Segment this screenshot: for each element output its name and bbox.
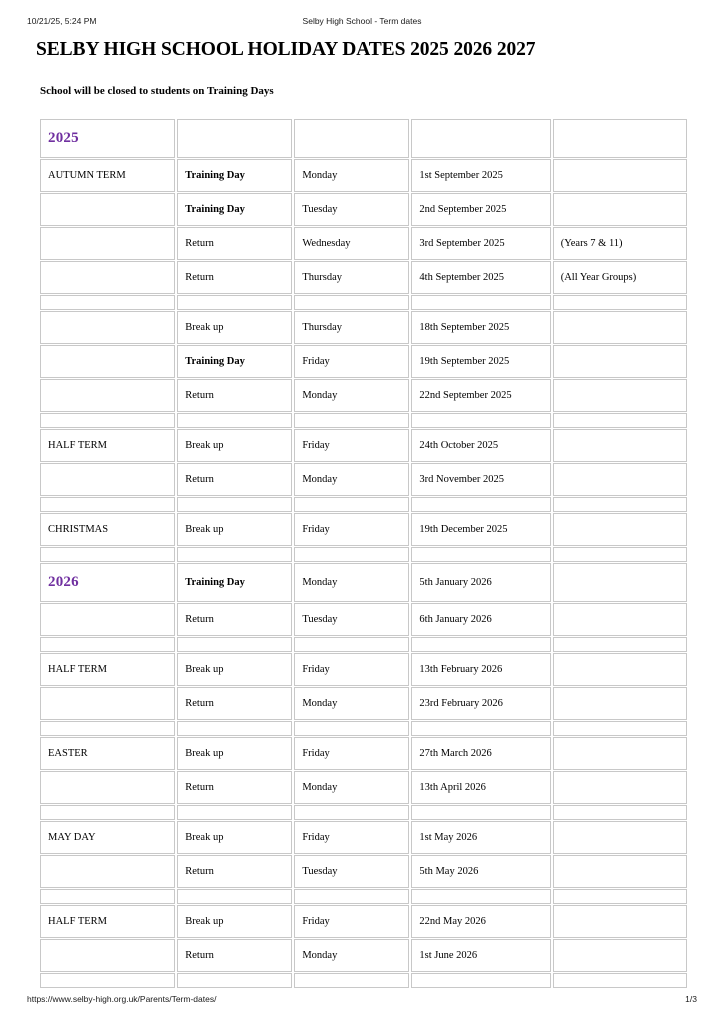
table-row [40,119,687,158]
table-row [40,603,687,636]
table-cell-notes [553,345,687,378]
cell-text: 3rd September 2025 [419,238,505,249]
table-cell-date [411,295,550,310]
table-cell-notes [553,603,687,636]
table-cell-date [411,653,550,686]
cell-text: Return [185,390,214,401]
table-cell-date [411,687,550,720]
cell-text: Break up [185,916,224,927]
table-cell-notes [553,821,687,854]
cell-text: Monday [302,170,338,181]
table-cell-date [411,889,550,904]
year-heading-label: 2026 [48,573,79,590]
cell-text: Friday [302,356,330,367]
table-cell-term [40,855,175,888]
table-row [40,429,687,462]
table-cell-term [40,311,175,344]
cell-text: 5th January 2026 [419,577,492,588]
cell-text: Training Day [185,170,245,181]
table-cell-notes [553,413,687,428]
table-cell-term [40,295,175,310]
cell-text: 24th October 2025 [419,440,499,451]
table-cell-weekday [294,463,409,496]
table-cell-notes [553,119,687,158]
table-cell-term [40,159,175,192]
table-cell-event [177,771,292,804]
cell-text: Break up [185,664,224,675]
table-spacer-row [40,295,687,310]
cell-text: 3rd November 2025 [419,474,504,485]
cell-text: Return [185,238,214,249]
table-cell-term [40,563,175,602]
table-cell-weekday [294,721,409,736]
cell-text: 5th May 2026 [419,866,479,877]
table-cell-weekday [294,193,409,226]
cell-text: Monday [302,950,338,961]
cell-text: Training Day [185,356,245,367]
table-cell-term [40,463,175,496]
cell-text: Break up [185,322,224,333]
table-cell-date [411,855,550,888]
cell-text: Thursday [302,322,343,333]
cell-text: HALF TERM [48,916,108,927]
cell-text: 18th September 2025 [419,322,510,333]
cell-text: 19th September 2025 [419,356,510,367]
table-cell-weekday [294,855,409,888]
cell-text: Return [185,614,214,625]
table-cell-term [40,413,175,428]
cell-text: Friday [302,916,330,927]
table-row [40,821,687,854]
table-cell-weekday [294,119,409,158]
cell-text: Return [185,950,214,961]
table-cell-term [40,771,175,804]
table-spacer-row [40,413,687,428]
table-cell-notes [553,311,687,344]
table-cell-event [177,497,292,512]
table-cell-notes [553,687,687,720]
table-row [40,261,687,294]
cell-text: 1st May 2026 [419,832,478,843]
table-row [40,463,687,496]
cell-text: Friday [302,832,330,843]
document-body [0,38,724,989]
table-cell-weekday [294,345,409,378]
table-cell-term [40,193,175,226]
table-cell-date [411,905,550,938]
table-cell-event [177,345,292,378]
term-dates-table-wrap [0,98,724,989]
cell-text: Return [185,272,214,283]
table-cell-notes [553,653,687,686]
table-cell-term [40,737,175,770]
table-cell-date [411,345,550,378]
table-cell-event [177,821,292,854]
table-cell-event [177,939,292,972]
table-spacer-row [40,637,687,652]
cell-text: 1st September 2025 [419,170,503,181]
table-cell-term [40,973,175,988]
cell-text: 13th April 2026 [419,782,486,793]
cell-text: Tuesday [302,866,338,877]
table-spacer-row [40,547,687,562]
table-cell-date [411,311,550,344]
table-cell-term [40,721,175,736]
table-cell-notes [553,547,687,562]
table-cell-notes [553,855,687,888]
table-cell-notes [553,295,687,310]
table-row [40,855,687,888]
table-cell-weekday [294,637,409,652]
table-cell-weekday [294,737,409,770]
table-spacer-row [40,805,687,820]
table-cell-term [40,379,175,412]
table-cell-weekday [294,379,409,412]
cell-text: EASTER [48,748,88,759]
table-row [40,345,687,378]
table-cell-date [411,821,550,854]
table-cell-weekday [294,973,409,988]
table-cell-notes [553,721,687,736]
table-cell-notes [553,771,687,804]
table-cell-notes [553,805,687,820]
term-dates-table [38,118,689,989]
cell-text: 22nd September 2025 [419,390,512,401]
cell-text: HALF TERM [48,440,108,451]
table-spacer-row [40,973,687,988]
table-cell-event [177,721,292,736]
table-cell-term [40,603,175,636]
table-cell-date [411,463,550,496]
cell-text: Break up [185,524,224,535]
table-cell-date [411,413,550,428]
page-title: SELBY HIGH SCHOOL HOLIDAY DATES 2025 2026 2027 [36,39,536,60]
cell-text: 2nd September 2025 [419,204,507,215]
table-cell-date [411,119,550,158]
table-row [40,513,687,546]
cell-text: AUTUMN TERM [48,170,126,181]
table-cell-date [411,261,550,294]
cell-text: CHRISTMAS [48,524,109,535]
table-cell-weekday [294,227,409,260]
table-cell-weekday [294,889,409,904]
table-row [40,563,687,602]
table-cell-date [411,637,550,652]
cell-text: 13th February 2026 [419,664,503,675]
table-row [40,379,687,412]
table-spacer-row [40,497,687,512]
table-cell-event [177,603,292,636]
table-cell-event [177,159,292,192]
table-cell-notes [553,193,687,226]
table-cell-event [177,311,292,344]
year-heading-label: 2025 [48,129,79,146]
table-cell-date [411,379,550,412]
table-row [40,939,687,972]
table-cell-date [411,563,550,602]
table-cell-term [40,547,175,562]
table-cell-weekday [294,497,409,512]
table-cell-notes [553,563,687,602]
table-cell-notes [553,889,687,904]
table-cell-weekday [294,603,409,636]
cell-text: Training Day [185,204,245,215]
table-cell-event [177,805,292,820]
table-cell-weekday [294,429,409,462]
table-cell-date [411,193,550,226]
table-spacer-row [40,721,687,736]
table-cell-weekday [294,513,409,546]
cell-text: Monday [302,390,338,401]
cell-text: Monday [302,782,338,793]
table-cell-term [40,513,175,546]
cell-text: 6th January 2026 [419,614,492,625]
table-cell-event [177,119,292,158]
table-cell-date [411,973,550,988]
cell-text: 1st June 2026 [419,950,478,961]
table-cell-weekday [294,905,409,938]
table-cell-notes [553,159,687,192]
table-row [40,193,687,226]
table-cell-weekday [294,821,409,854]
table-row [40,159,687,192]
table-cell-event [177,379,292,412]
table-cell-date [411,771,550,804]
table-cell-notes [553,973,687,988]
table-cell-term [40,497,175,512]
table-cell-notes [553,463,687,496]
table-cell-notes [553,379,687,412]
table-cell-date [411,159,550,192]
table-row [40,653,687,686]
table-cell-notes [553,429,687,462]
table-cell-weekday [294,687,409,720]
cell-text: Return [185,782,214,793]
table-row [40,687,687,720]
table-cell-event [177,737,292,770]
table-cell-date [411,497,550,512]
table-cell-date [411,429,550,462]
table-cell-date [411,805,550,820]
table-cell-term [40,687,175,720]
table-cell-notes [553,637,687,652]
table-cell-term [40,653,175,686]
cell-text: 22nd May 2026 [419,916,486,927]
cell-text: Thursday [302,272,343,283]
cell-text: Return [185,698,214,709]
table-cell-date [411,939,550,972]
cell-text: (Years 7 & 11) [560,238,623,249]
cell-text: MAY DAY [48,832,96,843]
table-cell-notes [553,497,687,512]
cell-text: Friday [302,440,330,451]
table-cell-date [411,737,550,770]
table-cell-weekday [294,261,409,294]
cell-text: Return [185,866,214,877]
print-header [0,16,724,30]
table-cell-date [411,603,550,636]
table-cell-weekday [294,653,409,686]
cell-text: 23rd February 2026 [419,698,503,709]
cell-text: Monday [302,474,338,485]
print-footer [0,994,724,1008]
cell-text: Friday [302,664,330,675]
cell-text: 27th March 2026 [419,748,492,759]
table-cell-weekday [294,311,409,344]
table-cell-date [411,227,550,260]
table-cell-weekday [294,805,409,820]
table-cell-term [40,905,175,938]
table-cell-term [40,939,175,972]
cell-text: Return [185,474,214,485]
cell-text: Training Day [185,577,245,588]
cell-text: Tuesday [302,614,338,625]
table-cell-event [177,973,292,988]
cell-text: HALF TERM [48,664,108,675]
cell-text: Monday [302,698,338,709]
table-cell-event [177,905,292,938]
page-subtitle: School will be closed to students on Training Days [40,85,274,97]
table-row [40,771,687,804]
table-cell-weekday [294,939,409,972]
cell-text: Friday [302,748,330,759]
table-cell-notes [553,513,687,546]
cell-text: Break up [185,440,224,451]
table-cell-event [177,547,292,562]
table-row [40,311,687,344]
table-cell-term [40,637,175,652]
cell-text: Friday [302,524,330,535]
table-spacer-row [40,889,687,904]
table-cell-event [177,261,292,294]
table-cell-notes [553,737,687,770]
table-cell-term [40,345,175,378]
table-cell-event [177,637,292,652]
print-footer-page-number: 1/3 [685,994,697,1004]
table-row [40,227,687,260]
table-cell-weekday [294,413,409,428]
table-cell-weekday [294,295,409,310]
table-cell-event [177,563,292,602]
table-cell-event [177,227,292,260]
cell-text: Break up [185,832,224,843]
table-cell-notes [553,261,687,294]
cell-text: Tuesday [302,204,338,215]
table-cell-weekday [294,563,409,602]
cell-text: Monday [302,577,338,588]
table-cell-term [40,429,175,462]
table-cell-date [411,513,550,546]
print-header-page-title: Selby High School - Term dates [302,16,422,26]
table-cell-event [177,463,292,496]
cell-text: 4th September 2025 [419,272,504,283]
table-cell-term [40,227,175,260]
table-cell-notes [553,227,687,260]
table-row [40,737,687,770]
table-cell-event [177,413,292,428]
table-cell-event [177,687,292,720]
term-dates-table-body [40,119,687,988]
table-cell-notes [553,905,687,938]
print-header-date: 10/21/25, 5:24 PM [27,16,97,26]
cell-text: Wednesday [302,238,351,249]
table-cell-weekday [294,771,409,804]
table-cell-event [177,193,292,226]
table-cell-term [40,805,175,820]
table-cell-notes [553,939,687,972]
cell-text: 19th December 2025 [419,524,508,535]
table-cell-term [40,821,175,854]
cell-text: (All Year Groups) [560,272,637,283]
table-cell-date [411,547,550,562]
cell-text: Break up [185,748,224,759]
table-cell-term [40,119,175,158]
table-cell-event [177,653,292,686]
table-cell-date [411,721,550,736]
table-cell-event [177,429,292,462]
table-cell-weekday [294,547,409,562]
table-row [40,905,687,938]
table-cell-event [177,513,292,546]
table-cell-term [40,889,175,904]
table-cell-event [177,295,292,310]
table-cell-event [177,855,292,888]
table-cell-term [40,261,175,294]
print-footer-url: https://www.selby-high.org.uk/Parents/Term-dates/ [27,994,217,1004]
table-cell-weekday [294,159,409,192]
table-cell-event [177,889,292,904]
